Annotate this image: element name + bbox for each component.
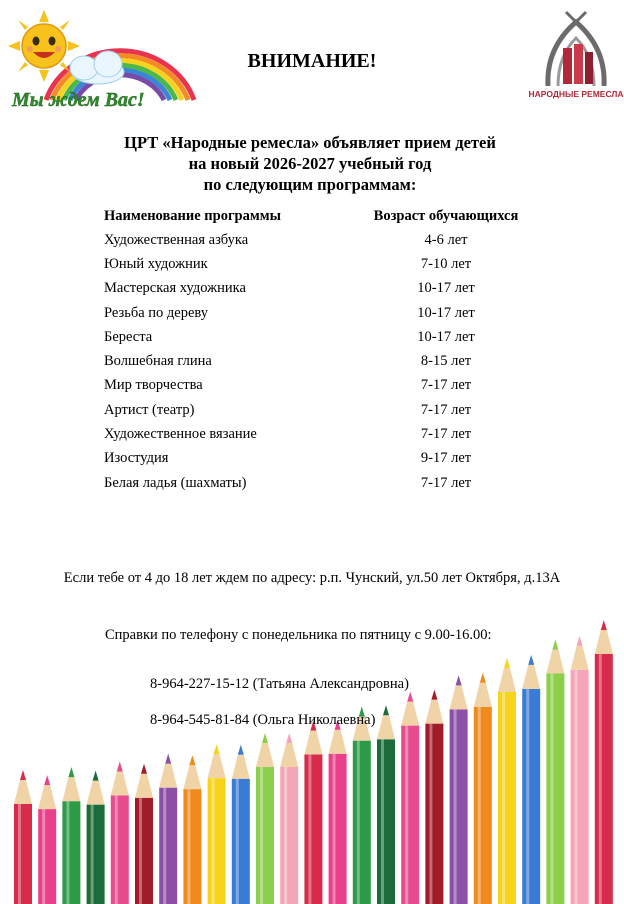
- contact-phone-2: 8-964-545-81-84 (Ольга Николаевна): [150, 712, 376, 728]
- pencil-icon: [377, 705, 395, 904]
- programs-table: [100, 204, 532, 495]
- pencil-icon: [401, 692, 419, 904]
- pencil-icon: [111, 761, 129, 904]
- pencil-icon: [425, 690, 443, 904]
- program-age: 10-17 лет: [417, 304, 475, 321]
- table-header-row: [100, 204, 532, 228]
- program-age: 7-10 лет: [420, 255, 472, 272]
- program-age: 4-6 лет: [424, 231, 468, 248]
- table-row: [100, 374, 532, 398]
- pencil-icon: [498, 658, 516, 904]
- program-age: 7-17 лет: [420, 474, 472, 491]
- program-name: Изостудия: [104, 450, 169, 467]
- table-row: [100, 422, 532, 446]
- pencil-icon: [595, 620, 613, 904]
- pencil-icon: [183, 755, 201, 904]
- pencil-icon: [571, 636, 589, 904]
- page-title: ВНИМАНИЕ!: [247, 50, 377, 72]
- program-name: Юный художник: [104, 255, 208, 272]
- announcement-line-3: по следующим программам:: [203, 175, 417, 194]
- pencil-icon: [159, 754, 177, 904]
- table-row: [100, 325, 532, 349]
- announcement-line-2: на новый 2026-2027 учебный год: [188, 154, 432, 173]
- pencil-icon: [232, 745, 250, 904]
- pencil-icon: [87, 771, 105, 904]
- announcement: [60, 132, 560, 195]
- pencil-icon: [208, 744, 226, 904]
- pencil-icon: [522, 655, 540, 904]
- pencil-icon: [546, 639, 564, 904]
- program-name: Художественное вязание: [104, 426, 257, 443]
- address-text: Если тебе от 4 до 18 лет ждем по адресу: р.п. Чунский, ул.50 лет Октября, д.13А: [63, 570, 561, 586]
- announcement-line-1: ЦРТ «Народные ремесла» объявляет прием детей: [124, 133, 496, 152]
- pencil-icon: [329, 720, 347, 904]
- pencil-icon: [280, 733, 298, 904]
- pencil-icon: [135, 764, 153, 904]
- program-name: Мастерская художника: [104, 280, 246, 297]
- program-name: Мир творчества: [104, 377, 203, 394]
- pencil-icon: [353, 707, 371, 904]
- program-age: 7-17 лет: [420, 377, 472, 394]
- program-name: Резьба по дереву: [104, 304, 208, 321]
- program-name: Береста: [104, 328, 153, 345]
- table-row: [100, 447, 532, 471]
- table-row: [100, 277, 532, 301]
- program-age: 8-15 лет: [420, 353, 472, 370]
- pencil-icon: [256, 733, 274, 904]
- table-row: [100, 349, 532, 373]
- program-age: 9-17 лет: [420, 450, 472, 467]
- program-age: 10-17 лет: [417, 280, 475, 297]
- program-name: Художественная азбука: [104, 231, 249, 248]
- table-row: [100, 228, 532, 252]
- contact-phone-1: 8-964-227-15-12 (Татьяна Александровна): [150, 676, 409, 692]
- logo-left-text: Мы ждем Вас!: [12, 89, 145, 111]
- program-age: 7-17 лет: [420, 426, 472, 443]
- pencil-icon: [62, 767, 80, 904]
- pencil-icon: [38, 775, 56, 904]
- pencil-icon: [450, 675, 468, 904]
- program-name: Белая ладья (шахматы): [104, 474, 247, 491]
- phone-note: Справки по телефону с понедельника по пятницу с 9.00-16.00:: [105, 627, 492, 643]
- table-row: [100, 471, 532, 495]
- pencil-icon: [14, 770, 32, 904]
- table-row: [100, 301, 532, 325]
- pencil-icon: [304, 721, 322, 904]
- program-name: Волшебная глина: [104, 353, 212, 370]
- program-name: Артист (театр): [104, 401, 195, 418]
- table-row: [100, 398, 532, 422]
- logo-right-text: НАРОДНЫЕ РЕМЕСЛА: [528, 89, 624, 99]
- header-age: Возраст обучающихся: [373, 207, 519, 224]
- program-age: 10-17 лет: [417, 328, 475, 345]
- program-age: 7-17 лет: [420, 401, 472, 418]
- pencil-icon: [474, 673, 492, 904]
- header-program-name: Наименование программы: [104, 207, 281, 224]
- table-row: [100, 252, 532, 276]
